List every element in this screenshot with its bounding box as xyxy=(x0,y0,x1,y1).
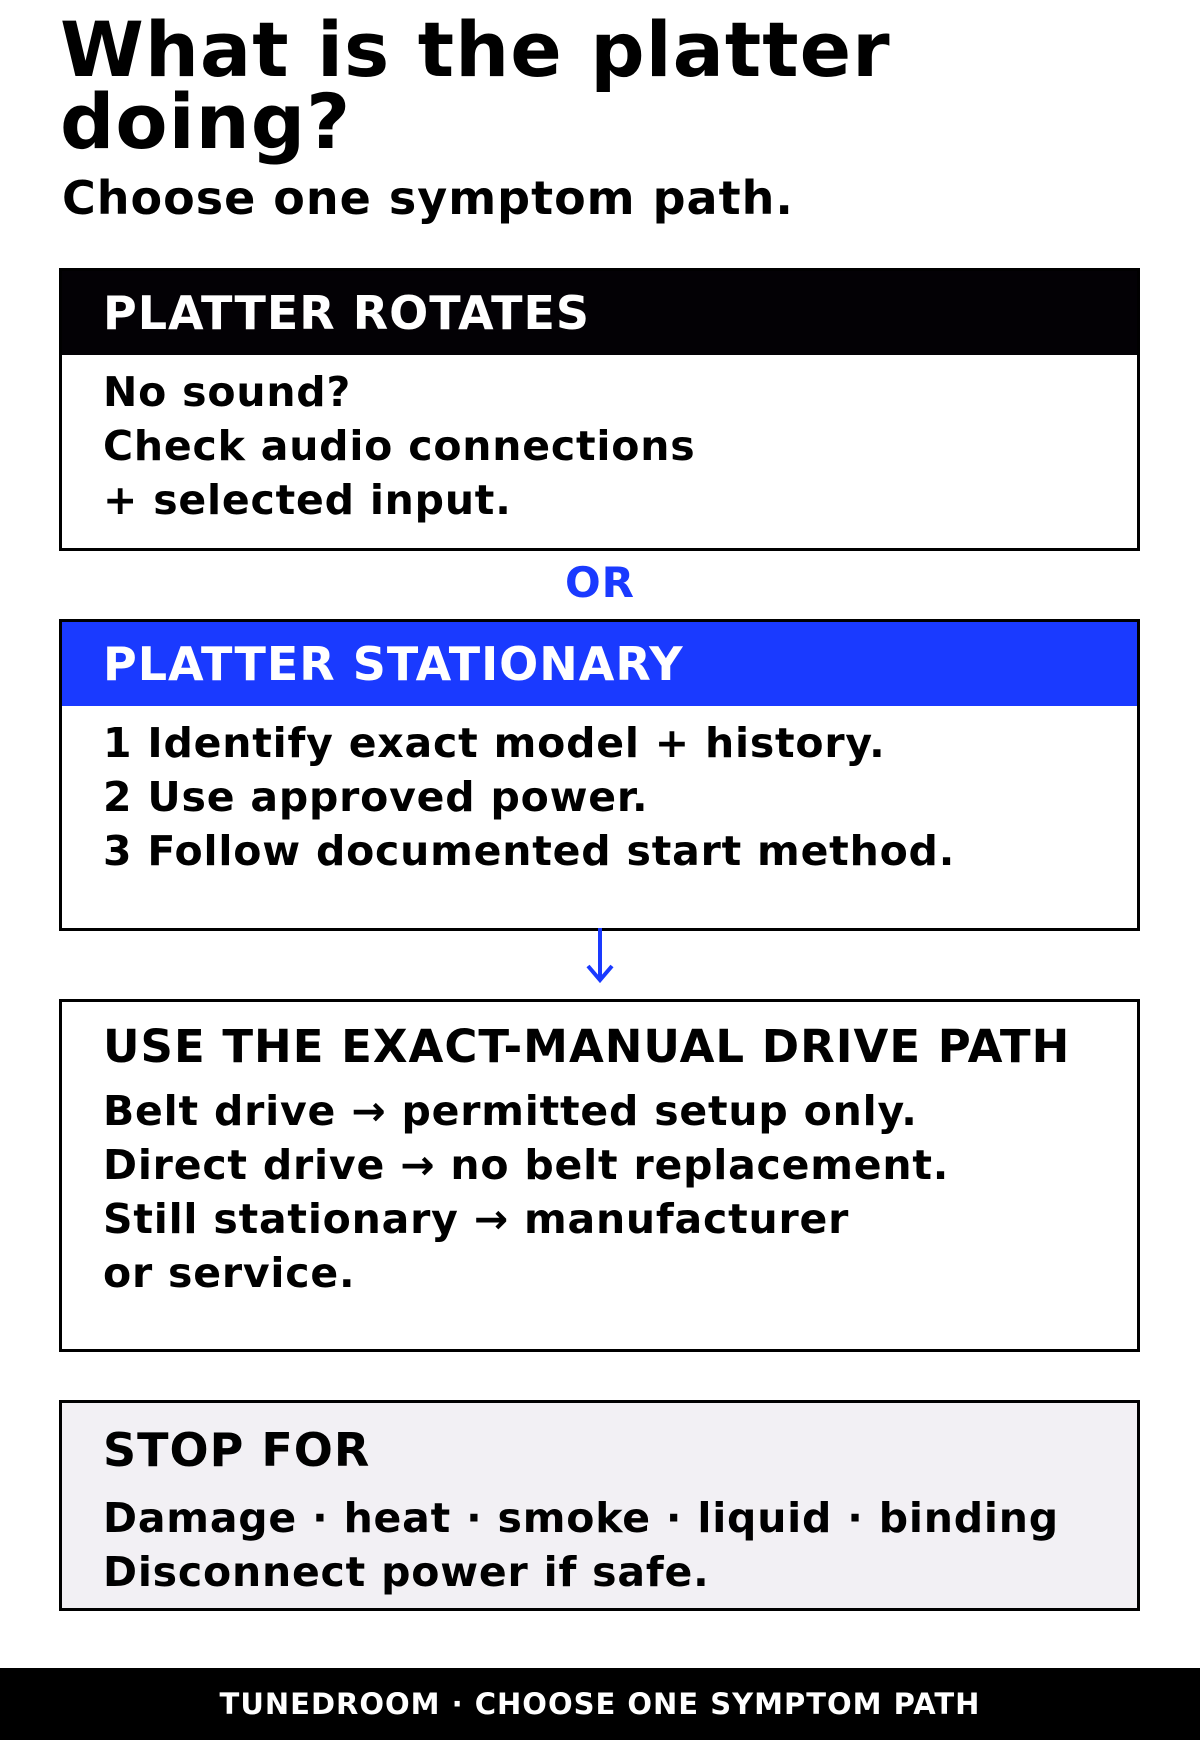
or-divider: OR xyxy=(564,558,636,607)
stationary-step: 3 Follow documented start method. xyxy=(103,827,956,875)
stop-header: STOP FOR xyxy=(103,1423,371,1477)
drive-path-line: Still stationary → manufacturer xyxy=(103,1195,850,1243)
arrow-down-icon xyxy=(584,928,616,984)
stationary-header: PLATTER STATIONARY xyxy=(62,622,1137,706)
stop-body xyxy=(62,1489,1137,1599)
drive-path-body xyxy=(62,1084,1137,1300)
drive-path-line: or service. xyxy=(103,1249,356,1297)
footer-bar: TUNEDROOM · CHOOSE ONE SYMPTOM PATH xyxy=(0,1668,1200,1740)
drive-path-line: Direct drive → no belt replacement. xyxy=(103,1141,950,1189)
stationary-card xyxy=(59,619,1140,931)
drive-path-header: USE THE EXACT-MANUAL DRIVE PATH xyxy=(103,1020,1071,1073)
rotates-header: PLATTER ROTATES xyxy=(62,271,1137,355)
stationary-step: 2 Use approved power. xyxy=(103,773,649,821)
rotates-line: No sound? xyxy=(103,368,352,416)
rotates-line: Check audio connections xyxy=(103,422,696,470)
drive-path-line: Belt drive → permitted setup only. xyxy=(103,1087,918,1135)
drive-path-card xyxy=(59,999,1140,1352)
page-subtitle: Choose one symptom path. xyxy=(62,171,794,225)
stop-line: Damage · heat · smoke · liquid · binding xyxy=(103,1494,1059,1542)
stop-card xyxy=(59,1400,1140,1611)
rotates-body xyxy=(62,355,1137,527)
stationary-step: 1 Identify exact model + history. xyxy=(103,719,886,767)
stop-line: Disconnect power if safe. xyxy=(103,1548,710,1596)
stationary-body xyxy=(62,706,1137,878)
page-title: What is the platter doing? xyxy=(60,5,891,166)
rotates-line: + selected input. xyxy=(103,476,512,524)
rotates-card xyxy=(59,268,1140,551)
